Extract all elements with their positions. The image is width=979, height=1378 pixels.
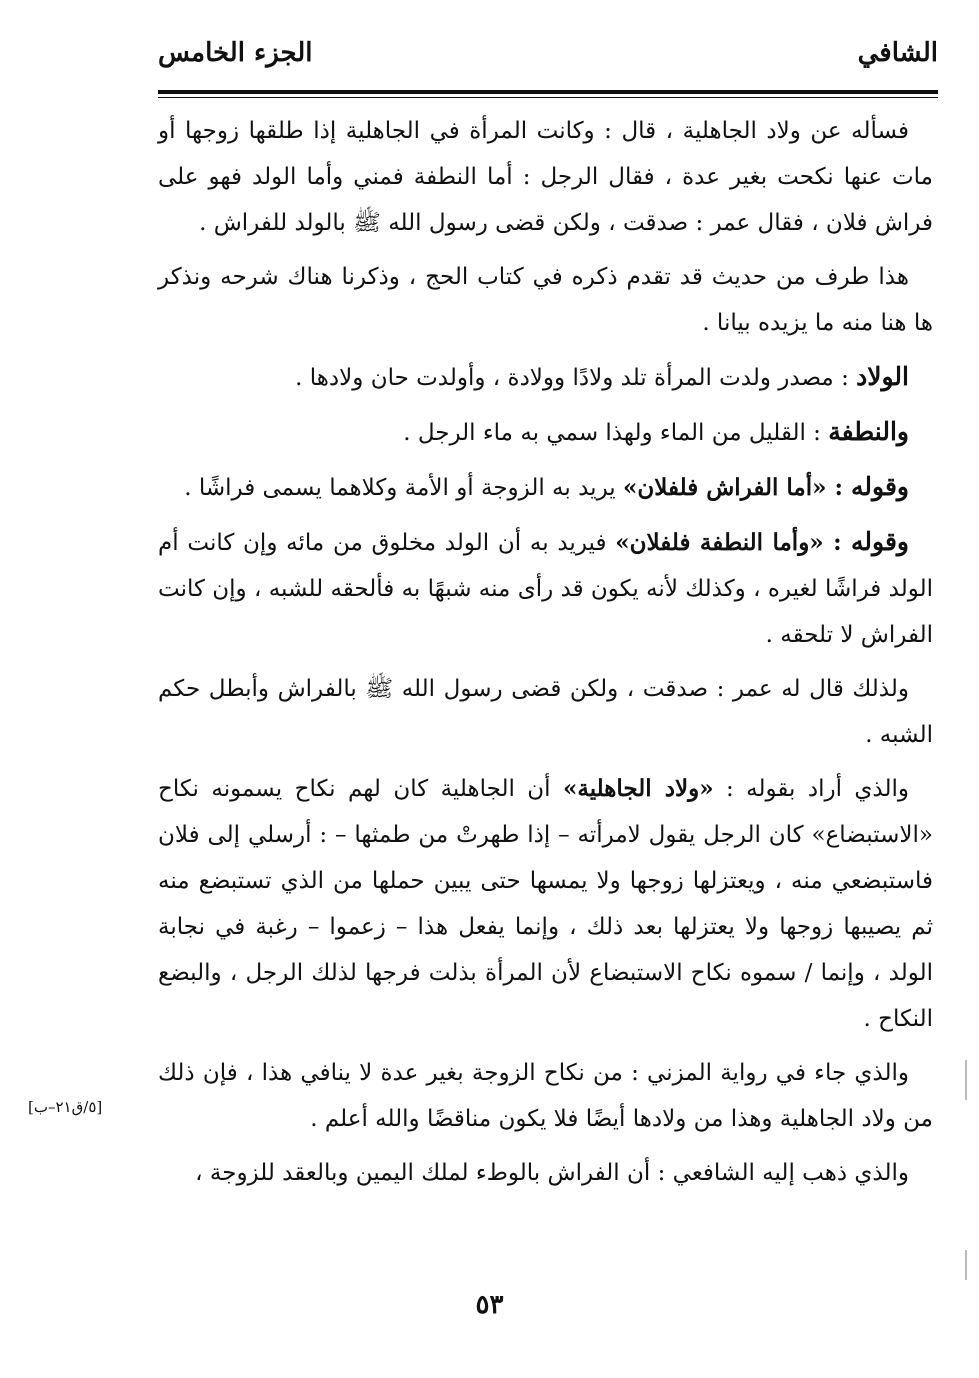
scan-edge-mark: [965, 1060, 967, 1100]
paragraph: [158, 409, 933, 456]
page-header: [158, 38, 938, 94]
paragraph-text: : القليل من الماء ولهذا سمي به ماء الرجل .: [403, 420, 829, 446]
page-number: ٥٣: [475, 1290, 504, 1320]
term-label: وقوله: [851, 527, 909, 556]
paragraph-text: : مصدر ولدت المرأة تلد ولادًا وولادة ، وأولدت حان ولادها .: [295, 365, 857, 391]
header-rule: [158, 90, 938, 94]
paragraph-text: ولذلك قال له عمر : صدقت ، ولكن قضى رسول الله ﷺ بالفراش وأبطل حكم الشبه .: [158, 676, 933, 748]
paragraph: [158, 354, 933, 401]
paragraph-text: فسأله عن ولاد الجاهلية ، قال : وكانت المرأة في الجاهلية إذا طلقها زوجها أو مات عنها نكحت بغير عدة ، فقال الرجل : أما النطفة فمني وأما الولد فهو على فراش فلان ، فقال عمر : صدقت ، ولكن قضى رسول الله ﷺ بالولد للفراش .: [158, 118, 933, 236]
quoted-phrase: : «أما الفراش فلفلان»: [622, 474, 852, 501]
paragraph: [158, 108, 933, 246]
paragraph: [158, 766, 933, 1042]
paragraph-text: فيريد به أن الولد مخلوق من مائه وإن كانت أم الولد فراشًا لغيره ، وكذلك لأنه يكون قد رأى منه شبهًا به فألحقه للشبه ، وإن كانت الفراش لا تلحقه .: [158, 530, 933, 648]
scan-edge-mark: [965, 1250, 967, 1280]
quoted-phrase: «ولاد الجاهلية»: [562, 775, 714, 802]
paragraph: [158, 1050, 933, 1142]
paragraph-text: هذا طرف من حديث قد تقدم ذكره في كتاب الحج ، وذكرنا هناك شرحه ونذكر ها هنا منه ما يزيده بيانا .: [158, 264, 933, 336]
term-label: والنطفة: [828, 417, 909, 446]
paragraph: [158, 464, 933, 511]
book-title: الشافي: [857, 38, 938, 68]
term-label: الولاد: [856, 362, 909, 391]
paragraph-text: والذي ذهب إليه الشافعي : أن الفراش بالوطء لملك اليمين وبالعقد للزوجة ،: [195, 1160, 909, 1186]
quoted-phrase: : «وأما النطفة فلفلان»: [615, 529, 852, 556]
volume-label: الجزء الخامس: [158, 38, 313, 68]
paragraph: [158, 519, 933, 658]
paragraph-text: يريد به الزوجة أو الأمة وكلاهما يسمى فراشًا .: [184, 475, 623, 501]
manuscript-reference: [٥/ق٢١–ب]: [28, 1098, 103, 1116]
paragraph: [158, 1150, 933, 1196]
paragraph-lead: والذي أراد بقوله :: [713, 776, 909, 802]
term-label: وقوله: [851, 472, 909, 501]
paragraph-text: أن الجاهلية كان لهم نكاح يسمونه نكاح «الاستبضاع» كان الرجل يقول لامرأته – إذا طهرتْ من طمثها – : أرسلي إلى فلان فاستبضعي منه ، ويعتزلها زوجها ولا يمسها حتى يبين حملها من الذي تستبضع منه ثم يصيبها زوجها ولا يعتزلها بعد ذلك ، وإنما يفعل هذا – زعموا – رغبة في نجابة الولد ، وإنما / سموه نكاح الاستبضاع لأن المرأة بذلت فرجها لذلك الرجل ، والبضع النكاح .: [158, 776, 933, 1032]
header-rule-thin: [158, 97, 938, 98]
paragraph: [158, 666, 933, 758]
paragraph-text: والذي جاء في رواية المزني : من نكاح الزوجة بغير عدة لا ينافي هذا ، فإن ذلك من ولاد الجاهلية وهذا من ولادها أيضًا فلا يكون مناقضًا والله أعلم .: [158, 1060, 933, 1132]
paragraph: [158, 254, 933, 346]
body-text: [158, 108, 933, 1204]
